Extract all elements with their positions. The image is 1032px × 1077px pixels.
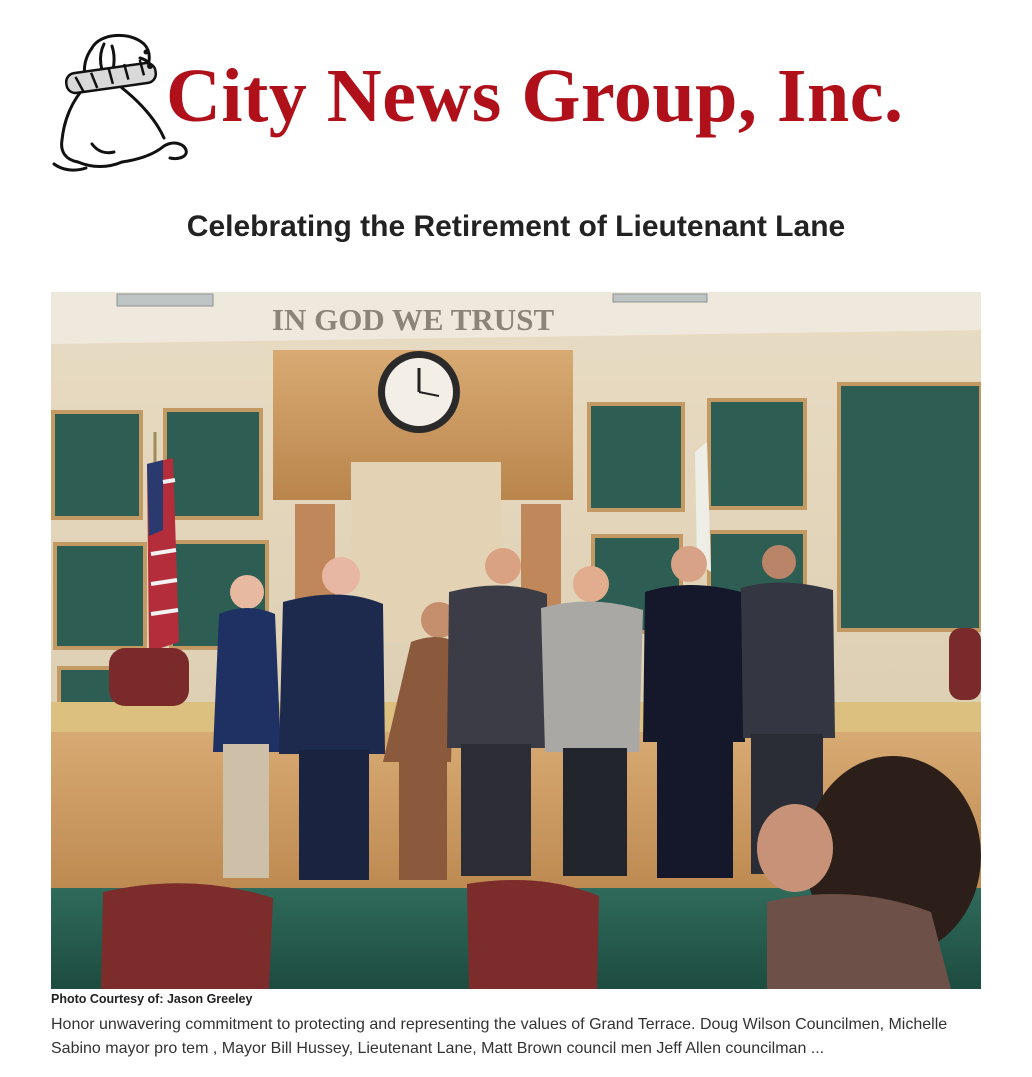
- brand-name[interactable]: City News Group, Inc.: [166, 54, 904, 138]
- photo-credit: [51, 992, 252, 1006]
- photo-credit-name: Jason Greeley: [166, 992, 253, 1006]
- photo-credit-label: Photo Courtesy of:: [51, 992, 164, 1006]
- photo-caption: Honor unwavering commitment to protecting and representing the values of Grand Terrace. Doug Wilson Councilmen, Michelle Sabino mayor pro tem , Mayor Bill Hussey, Lieutenant Lane, Matt Brown council men Jeff Allen councilman ...: [51, 1016, 948, 1057]
- article-title: Celebrating the Retirement of Lieutenant Lane: [186, 210, 846, 243]
- article-photo: [51, 292, 981, 989]
- masthead: [52, 28, 972, 176]
- wall-motto: IN GOD WE TRUST: [271, 302, 555, 337]
